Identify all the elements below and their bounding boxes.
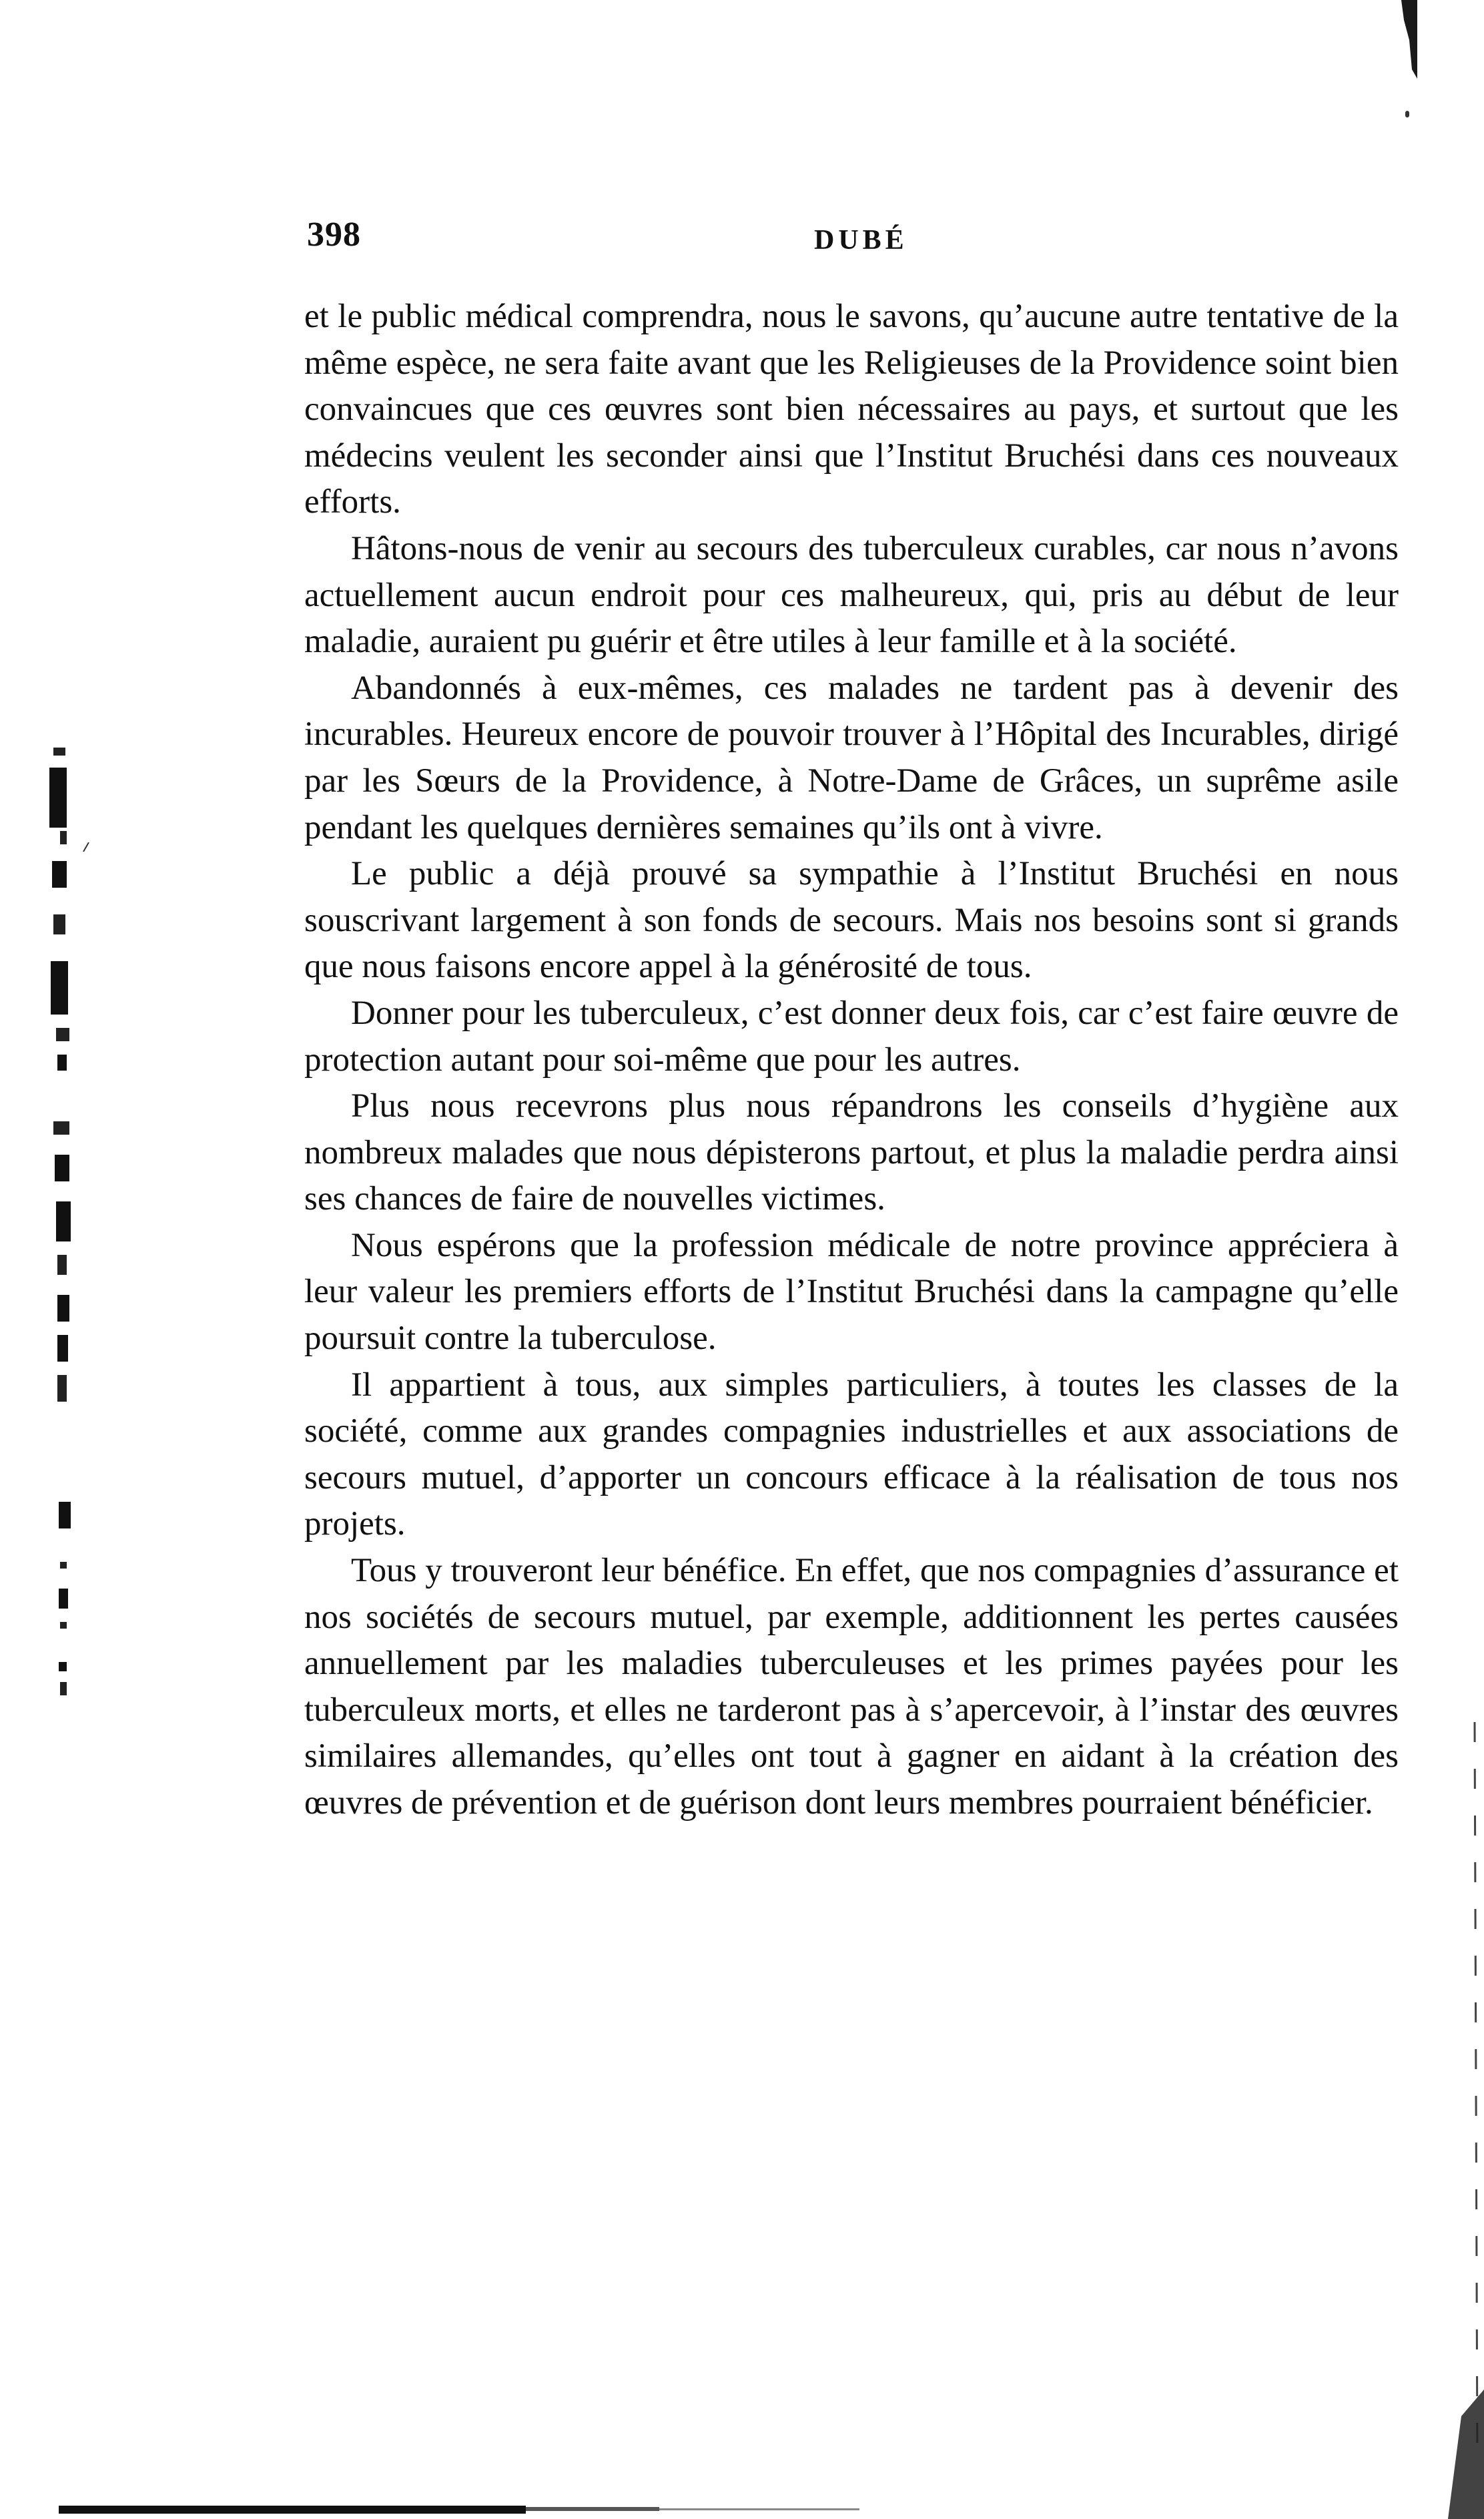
scan-speck (1405, 111, 1409, 117)
running-head (307, 215, 1274, 268)
paragraph: Le public a déjà prouvé sa sympathie à l’Institut Bruchési en nous souscrivant largement à son fonds de secours. Mais nos besoins sont si grands que nous faisons encore appel à la générosité de tous. (304, 855, 1399, 986)
scan-speck (83, 842, 89, 852)
paragraph: Plus nous recevrons plus nous répandrons les conseils d’hygiène aux nombreux malades que nous dépisterons partout, et plus la maladie perdra ainsi ses chances de faire de nouvelles victimes. (304, 1087, 1399, 1218)
paragraph: et le public médical comprendra, nous le savons, qu’aucune autre tentative de la même espèce, ne sera faite avant que les Religieuses de la Providence soint bien convaincues que ces œuvres sont bien nécessaires au pays, et surtout que les médecins veulent les seconder ainsi que l’Institut Bruchési dans ces nouveaux efforts. (304, 298, 1399, 521)
paragraph: Il appartient à tous, aux simples particuliers, à toutes les classes de la société, comme aux grandes compagnies industrielles et aux associations de secours mutuel, d’apporter un concours efficace à la réalisation de tous nos projets. (304, 1366, 1399, 1543)
paragraph: Nous espérons que la profession médicale de notre province appréciera à leur valeur les premiers efforts de l’Institut Bruchési dans la campagne qu’elle poursuit contre la tuberculose. (304, 1226, 1399, 1358)
scan-bottom-edge (59, 2496, 1484, 2519)
body-text (304, 294, 1399, 1827)
paragraph: Abandonnés à eux-mêmes, ces malades ne tardent pas à devenir des incurables. Heureux encore de pouvoir trouver à l’Hôpital des Incurables, dirigé par les Sœurs de la Providence, à Notre-Dame de Grâces, un suprême asile pendant les quelques dernières semaines qu’ils ont à vivre. (304, 669, 1399, 846)
scan-bleed-through-marks (40, 741, 80, 1742)
scan-page-edge (1441, 1722, 1484, 2519)
scan-corner-mark (1400, 0, 1419, 80)
header-title: DUBÉ (814, 225, 908, 256)
paragraph: Donner pour les tuberculeux, c’est donner deux fois, car c’est faire œuvre de protection autant pour soi-même que pour les autres. (304, 994, 1399, 1079)
page-number: 398 (307, 216, 361, 254)
paragraph: Tous y trouveront leur bénéfice. En effet, que nos compagnies d’assurance et nos sociétés de secours mutuel, par exemple, additionnent les pertes causées annuellement par les maladies tuberculeuses et les primes payées pour les tuberculeux morts, et elles ne tarderont pas à s’apercevoir, à l’instar des œuvres similaires allemandes, qu’elles ont tout à gagner en aidant à la création des œuvres de prévention et de guérison dont leurs membres pourraient bénéficier. (304, 1552, 1399, 1822)
paragraph: Hâtons-nous de venir au secours des tuberculeux curables, car nous n’avons actuellement aucun endroit pour ces malheureux, qui, pris au début de leur maladie, auraient pu guérir et être utiles à leur famille et à la société. (304, 529, 1399, 661)
